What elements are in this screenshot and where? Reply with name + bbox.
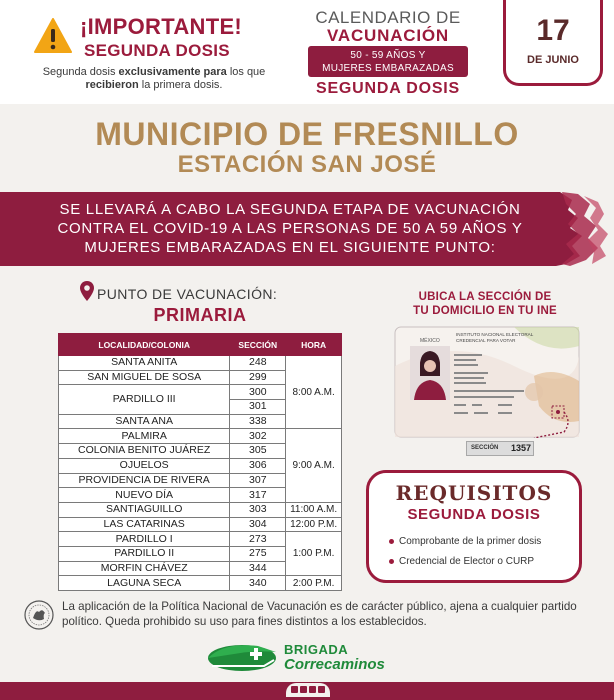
banner-line-2: CONTRA EL COVID-19 A LAS PERSONAS DE 50 A 59 AÑOS Y [57, 220, 523, 237]
column-header: SECCIÓN [230, 334, 286, 356]
card-country: MÉXICO [420, 338, 440, 344]
requirement-text: Comprobante de la primer dosis [399, 536, 542, 547]
badge-line-1: 50 - 59 AÑOS Y [350, 50, 426, 61]
table-header-row [59, 334, 342, 356]
section-cell: 317 [230, 488, 286, 503]
bullet-icon [389, 539, 394, 544]
date-day: 17 [536, 14, 570, 47]
locality-cell: LAS CATARINAS [59, 517, 230, 532]
section-highlight-value: 1357 [511, 443, 532, 453]
section-cell: 248 [230, 356, 286, 371]
locality-cell: SANTA ANA [59, 414, 230, 429]
age-group-badge [308, 46, 468, 77]
hour-cell: 11:00 A.M. [286, 502, 342, 517]
card-header-2: CREDENCIAL PARA VOTAR [456, 338, 516, 343]
ine-instruction [392, 290, 578, 318]
card-header-1: INSTITUTO NACIONAL ELECTORAL [456, 332, 534, 337]
section-cell: 344 [230, 561, 286, 576]
column-header: LOCALIDAD/COLONIA [59, 334, 230, 356]
header [0, 0, 614, 104]
station-title: ESTACIÓN SAN JOSÉ [177, 151, 437, 178]
table-row [59, 532, 342, 547]
municipality-title: MUNICIPIO DE FRESNILLO [95, 116, 519, 152]
important-note: Segunda dosis exclusivamente para los que recibieron la primera dosis. [42, 66, 266, 91]
mexico-seal-icon [24, 600, 54, 630]
calendar-header [300, 0, 480, 104]
section-cell: 273 [230, 532, 286, 547]
hour-cell: 2:00 P.M. [286, 576, 342, 591]
important-title: ¡IMPORTANTE! [80, 14, 243, 39]
hour-cell: 8:00 A.M. [286, 356, 342, 429]
ine-title-line-2: TU DOMICILIO EN TU INE [413, 305, 557, 317]
locality-cell: PROVIDENCIA DE RIVERA [59, 473, 230, 488]
section-cell: 275 [230, 546, 286, 561]
table-row [59, 429, 342, 444]
requirements-subtitle: SEGUNDA DOSIS [407, 506, 541, 523]
disclaimer-text: La aplicación de la Política Nacional de Vacunación es de carácter público, ajena a cualquier partido político. Queda prohibido su uso para fines distintos a los establecidos. [62, 600, 577, 628]
requirement-item [389, 556, 534, 567]
locality-cell: COLONIA BENITO JUÁREZ [59, 444, 230, 459]
banner-line-3: MUJERES EMBARAZADAS EN EL SIGUIENTE PUNTO: [84, 239, 496, 256]
dose-label: SEGUNDA DOSIS [315, 80, 461, 97]
locality-cell: NUEVO DÍA [59, 488, 230, 503]
locality-cell: PARDILLO II [59, 546, 230, 561]
locality-cell: PARDILLO I [59, 532, 230, 547]
important-notice [28, 8, 276, 92]
social-icons [291, 686, 325, 694]
banner-line-1: SE LLEVARÁ A CABO LA SEGUNDA ETAPA DE VACUNACIÓN [59, 201, 521, 218]
calendar-title: CALENDARIO DE [315, 8, 461, 27]
table-row [59, 576, 342, 591]
requirements-title: REQUISITOS [395, 481, 553, 505]
column-header: HORA [286, 334, 342, 356]
date-tag [503, 0, 603, 86]
locality-cell: PARDILLO III [59, 385, 230, 414]
section-cell: 299 [230, 370, 286, 385]
section-cell: 301 [230, 400, 286, 415]
brigada-title: BRIGADA [284, 642, 349, 657]
requirement-item [389, 536, 541, 547]
requirement-text: Credencial de Elector o CURP [399, 556, 535, 567]
locality-cell: LAGUNA SECA [59, 576, 230, 591]
locality-cell: SANTA ANITA [59, 356, 230, 371]
hour-cell: 12:00 P.M. [286, 517, 342, 532]
locality-cell: PALMIRA [59, 429, 230, 444]
badge-line-2: MUJERES EMBARAZADAS [322, 63, 454, 74]
ine-card-illustration [394, 326, 580, 438]
table-row [59, 356, 342, 371]
table-row [59, 517, 342, 532]
section-cell: 306 [230, 458, 286, 473]
warning-icon [34, 18, 72, 54]
twitter-icon[interactable] [300, 686, 307, 693]
locality-cell: SAN MIGUEL DE SOSA [59, 370, 230, 385]
brigada-subtitle: Correcaminos [284, 656, 385, 673]
important-subtitle: SEGUNDA DOSIS [84, 41, 230, 60]
vaccination-point-label: PUNTO DE VACUNACIÓN: [97, 286, 278, 302]
ine-title-line-1: UBICA LA SECCIÓN DE [418, 291, 552, 303]
section-cell: 340 [230, 576, 286, 591]
schedule-table [58, 333, 342, 591]
hour-cell: 9:00 A.M. [286, 429, 342, 502]
brigada-logo-icon [204, 640, 280, 674]
section-cell: 303 [230, 502, 286, 517]
announcement-text [20, 200, 560, 257]
date-month: DE JUNIO [527, 54, 579, 66]
table-row [59, 502, 342, 517]
section-cell: 305 [230, 444, 286, 459]
section-cell: 338 [230, 414, 286, 429]
facebook-icon[interactable] [291, 686, 298, 693]
youtube-icon[interactable] [318, 686, 325, 693]
instagram-icon[interactable] [309, 686, 316, 693]
hour-cell: 1:00 P.M. [286, 532, 342, 576]
section-cell: 300 [230, 385, 286, 400]
calendar-subtitle: VACUNACIÓN [327, 26, 449, 45]
section-highlight [466, 441, 534, 456]
bullet-icon [389, 559, 394, 564]
section-cell: 307 [230, 473, 286, 488]
location-pin-icon [80, 281, 94, 301]
section-highlight-label: SECCIÓN [471, 445, 499, 451]
section-cell: 302 [230, 429, 286, 444]
section-cell: 304 [230, 517, 286, 532]
vaccination-point-name: PRIMARIA [153, 305, 247, 325]
locality-cell: MORFIN CHÁVEZ [59, 561, 230, 576]
locality-cell: OJUELOS [59, 458, 230, 473]
requirements-box [366, 470, 582, 583]
locality-cell: SANTIAGUILLO [59, 502, 230, 517]
